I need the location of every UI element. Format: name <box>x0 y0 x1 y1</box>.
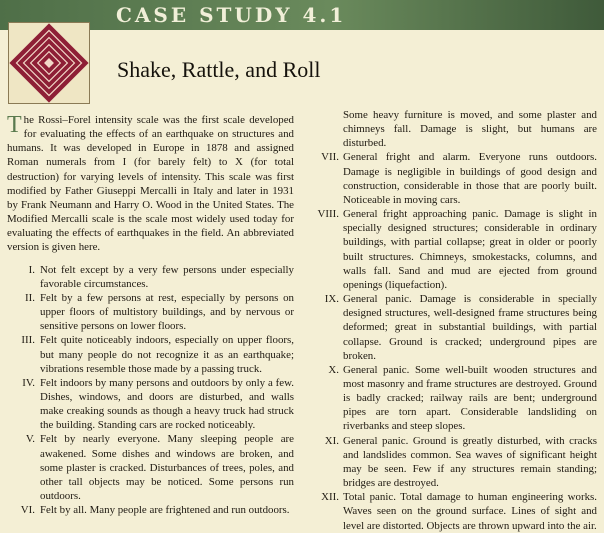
scale-numeral: VI. <box>20 504 35 517</box>
scale-numeral: XI. <box>324 434 339 447</box>
scale-item <box>7 263 294 291</box>
scale-item <box>311 150 597 207</box>
scale-numeral: IV. <box>22 376 35 389</box>
scale-text: General panic. Ground is greatly disturbed, with cracks and landslides common. Sea waves of significant height may be seen. Few if any structures remain standing; bridges are destroyed. <box>343 434 597 490</box>
drop-cap: T <box>7 112 22 138</box>
scale-item <box>311 434 597 491</box>
banner-title: CASE STUDY 4.1 <box>116 3 347 27</box>
scale-numeral: II. <box>25 291 35 304</box>
intro-paragraph <box>7 113 294 255</box>
scale-numeral: V. <box>25 433 35 446</box>
emblem-icon <box>8 22 90 104</box>
intensity-list-left <box>7 263 294 518</box>
scale-text: Felt quite noticeably indoors, especially on upper floors, but many people do not recognize it as an earthquake; vibrations resemble those made by a passing truck. <box>40 334 294 375</box>
scale-numeral: XII. <box>321 491 339 504</box>
scale-item <box>311 363 597 434</box>
scale-item <box>311 292 597 363</box>
scale-text: Felt by a few persons at rest, especially by persons on upper floors of multistory buildings, and by nervous or sensitive persons on lower floors. <box>40 291 294 333</box>
scale-numeral: VII. <box>321 151 339 164</box>
scale-numeral: X. <box>328 363 339 376</box>
scale-numeral: IX. <box>324 293 339 306</box>
scale-item <box>7 333 294 375</box>
left-column <box>7 113 294 517</box>
scale-text: Felt by nearly everyone. Many sleeping people are awakened. Some dishes and windows are broken, and some plaster is cracked. Disturbances of trees, poles, and other tall objects may be noticed. Some persons run outdoors. <box>40 433 294 503</box>
case-study-banner <box>0 0 604 30</box>
scale-text: Total panic. Total damage to human engineering works. Waves seen on the ground surface. Lines of sight and level are distorted. Objects are thrown upward into the air. <box>343 491 597 532</box>
scale-text: General panic. Some well-built wooden structures and most masonry and frame structures are destroyed. Ground is badly cracked; railway rails are bent; underground pipes are torn apart. Considerable landsliding on riverbanks and steep slopes. <box>343 363 597 433</box>
scale-item <box>311 490 597 532</box>
scale-numeral: I. <box>28 263 35 276</box>
scale-text: General fright and alarm. Everyone runs outdoors. Damage is negligible in buildings of good design and construction, considerable in those that are poorly built. Noticeable in moving cars. <box>343 151 597 206</box>
scale-numeral: VIII. <box>317 208 339 221</box>
intro-text: he Rossi–Forel intensity scale was the first scale developed for evaluating the effects of an earthquake on structures and humans. It was developed in Europe in 1878 and assigned Roman numerals from I (for barely felt) to X (for total destruction) for varying levels of intensity. This scale was first modified by Father Giuseppi Mercalli in Italy and later in 1931 by Frank Neumann and Harry O. Wood in the United States. The Modified Mercalli scale is the scale most widely used today for evaluating the effects of earthquakes in the field. An abbreviated version is given here. <box>7 114 294 254</box>
scale-continued-text: Some heavy furniture is moved, and some plaster and chimneys fall. Damage is slight, but humans are disturbed. <box>343 109 597 150</box>
scale-item <box>7 291 294 333</box>
scale-item <box>311 207 597 292</box>
scale-text: Felt by all. Many people are frightened and run outdoors. <box>40 504 290 517</box>
scale-item <box>7 376 294 433</box>
scale-numeral: III. <box>21 334 35 347</box>
scale-text: General panic. Damage is considerable in specially designed structures, well-designed frame structures being deformed; great in substantial buildings, with partial collapse. Ground is cracked; underground pipes are broken. <box>343 293 597 362</box>
scale-text: Not felt except by a very few persons under especially favorable circumstances. <box>40 263 294 290</box>
scale-item <box>7 503 294 517</box>
scale-text: General fright approaching panic. Damage is slight in specially designed structures; considerable in ordinary buildings, with partial collapse; great in older or poorly built structures. Chimneys, smokestacks, columns, and walls fall. Sand and mud are ejected from ground openings (liquefaction). <box>343 208 597 291</box>
scale-item <box>7 432 294 503</box>
right-column <box>311 108 597 533</box>
case-study-title: Shake, Rattle, and Roll <box>117 57 321 82</box>
scale-text: Felt indoors by many persons and outdoors by only a few. Dishes, windows, and doors are disturbed, and walls make creaking sounds as though a heavy truck had struck the building. Standing cars are rocked noticeably. <box>40 376 294 432</box>
